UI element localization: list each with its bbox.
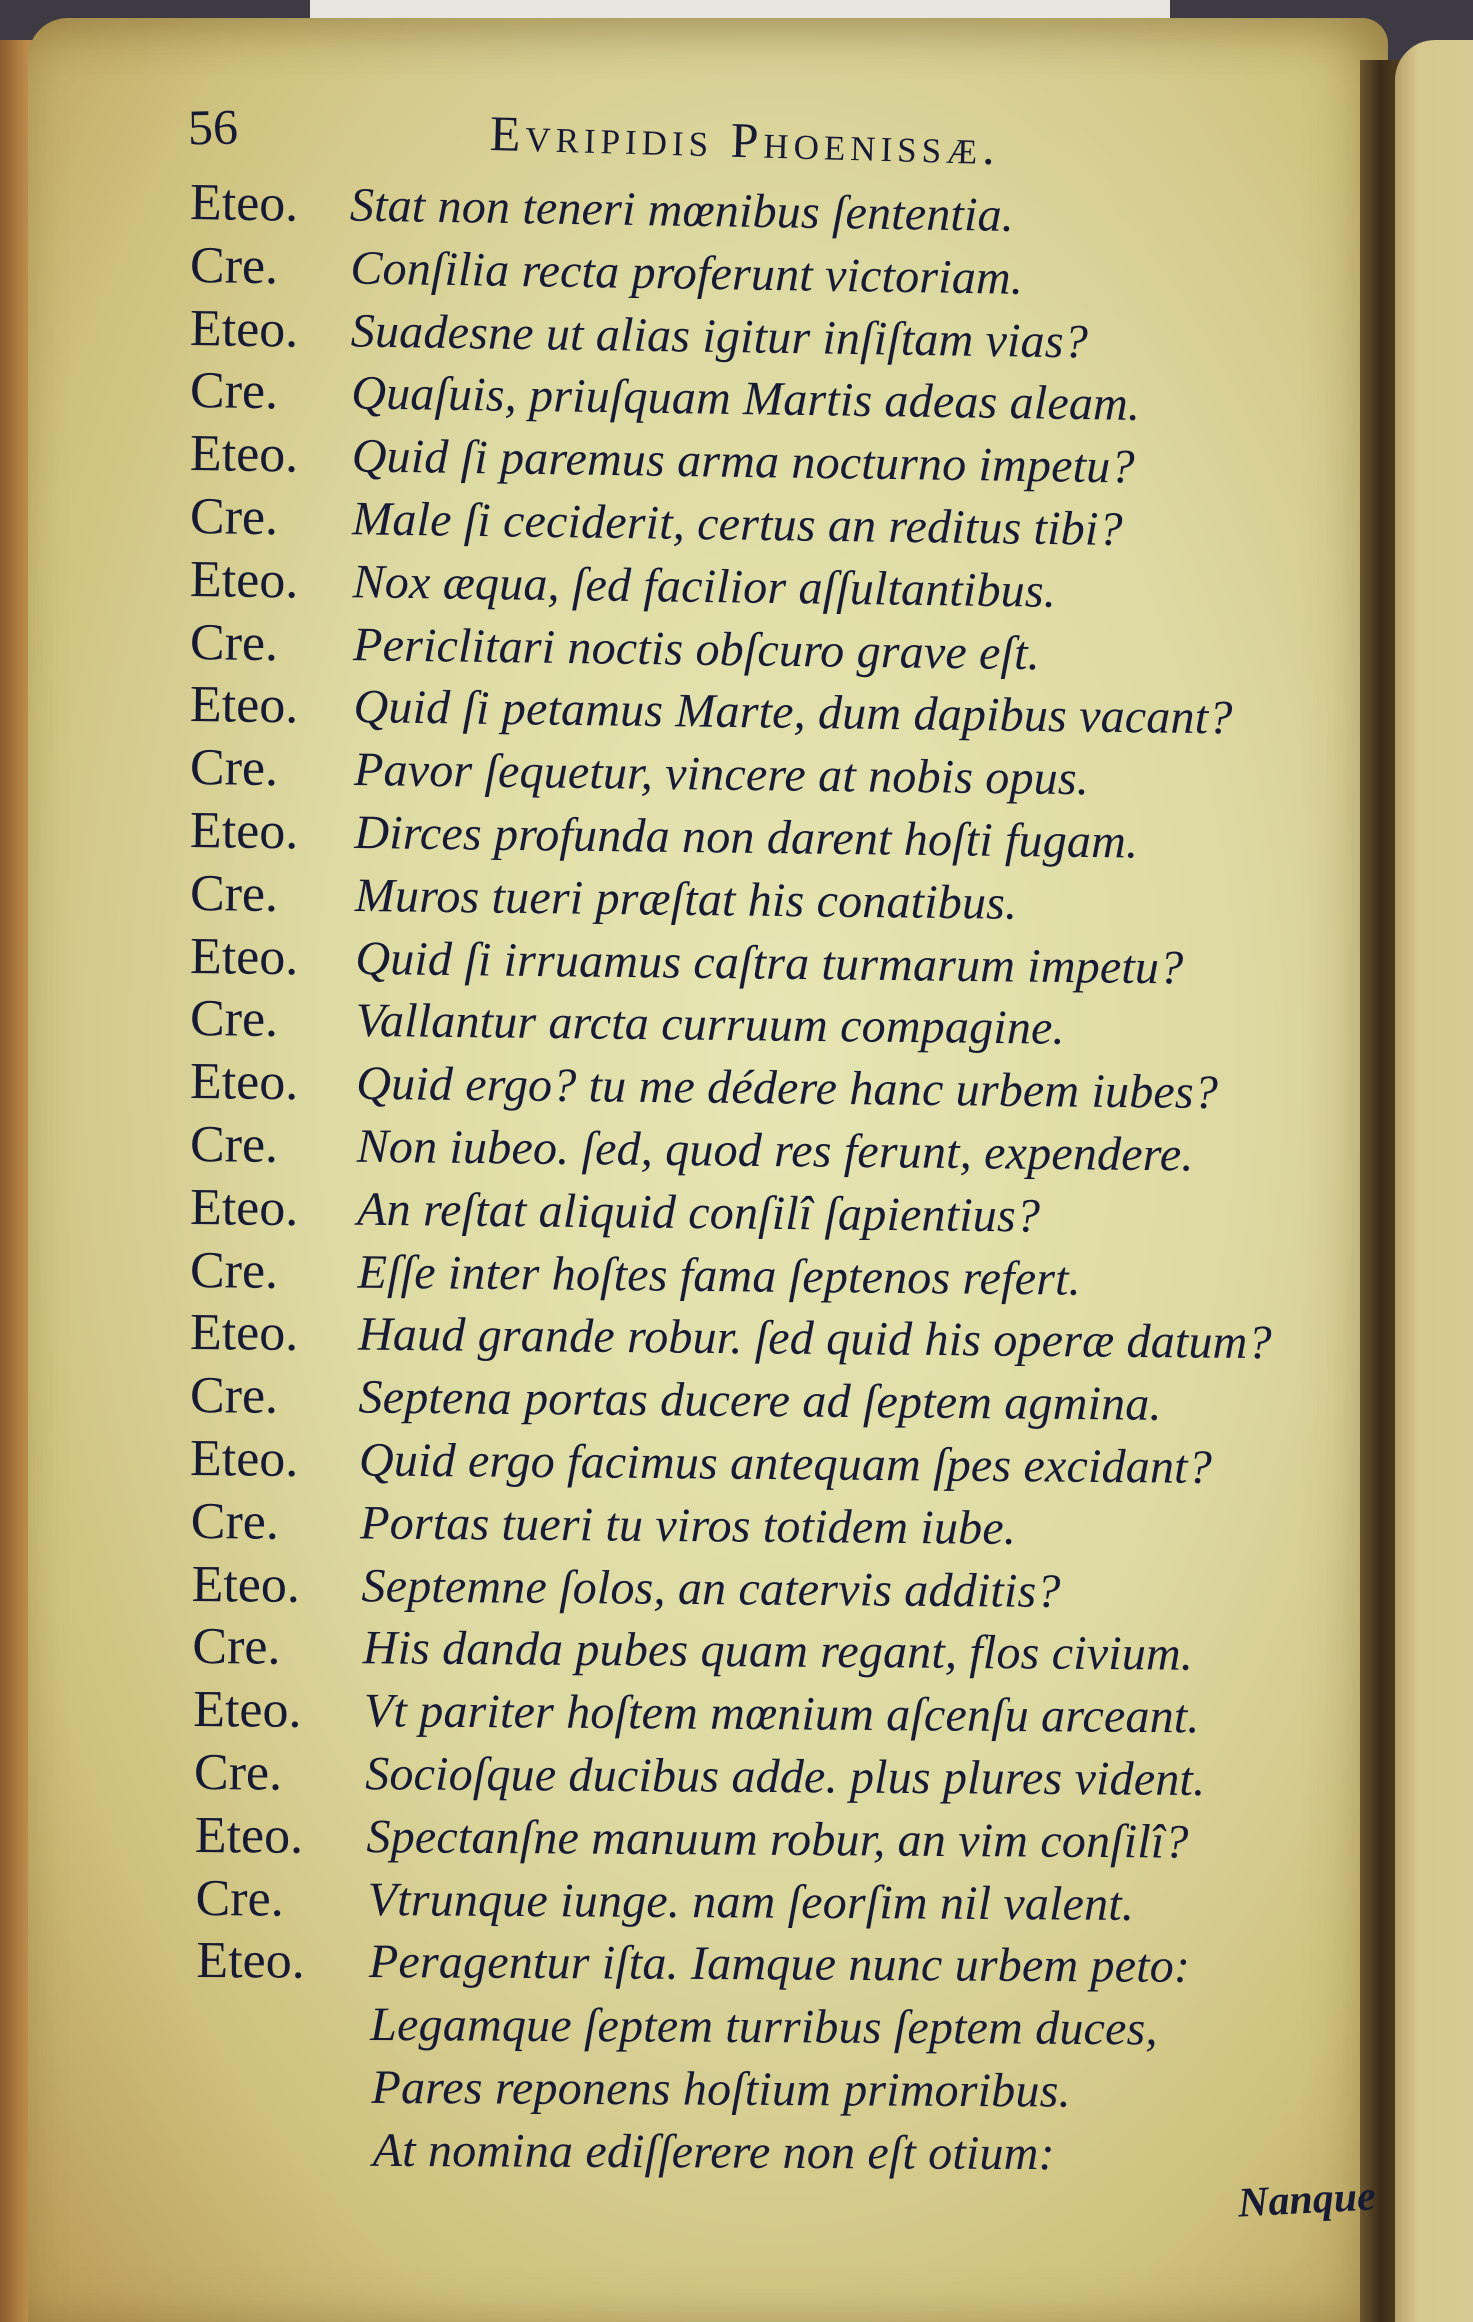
speaker-label: Eteo. <box>189 550 299 610</box>
verse-text: Pavor ſequetur, vincere at nobis opus. <box>353 743 1090 806</box>
dialogue-line <box>199 2119 1359 2187</box>
speaker-label: Cre. <box>189 739 279 798</box>
speaker-label: Eteo. <box>192 1681 302 1739</box>
dialogue-line <box>190 1428 1351 1501</box>
speaker-label: Eteo. <box>189 1304 299 1363</box>
dialogue-line <box>193 1679 1353 1750</box>
verse-text: An reſtat aliquid conſilî ſapientius? <box>356 1182 1041 1243</box>
speaker-label: Eteo. <box>189 927 299 986</box>
speaker-label: Eteo. <box>189 299 299 359</box>
dialogue-line <box>195 1805 1355 1875</box>
verse-text: Quid ſi petamus Marte, dum dapibus vacant? <box>353 680 1233 745</box>
verse-text: Legamque ſeptem turribus ſeptem duces, <box>370 1998 1158 2056</box>
speaker-label: Cre. <box>193 1743 283 1802</box>
speaker-label: Cre. <box>192 1618 281 1677</box>
speaker-label: Cre. <box>189 1115 279 1174</box>
verse-text: Quid ergo? tu me dédere hanc urbem iubes? <box>356 1056 1219 1120</box>
verse-text: Quid ſi paremus arma nocturno impetu? <box>351 429 1136 494</box>
verse-text: Portas tueri tu viros totidem iube. <box>360 1496 1017 1555</box>
verse-text: Quid ſi irruamus caſtra turmarum impetu? <box>355 931 1184 995</box>
verse-text: Male ſi ceciderit, certus an reditus tibi? <box>351 492 1124 557</box>
dialogue-line <box>190 1240 1351 1314</box>
speaker-label: Cre. <box>189 362 279 421</box>
speaker-label: Eteo. <box>189 801 299 861</box>
verse-text: Non iubeo. ſed, quod res ferunt, expendere. <box>356 1119 1194 1182</box>
running-head: Evripidis Phoenissæ. <box>489 105 1001 176</box>
verse-text: Haud grande robur. ſed quid his operæ datum? <box>357 1307 1273 1370</box>
verse-text: Socioſque ducibus adde. plus plures vident. <box>365 1747 1206 1806</box>
speaker-label: Eteo. <box>191 1555 301 1614</box>
dialogue-line <box>198 2056 1358 2125</box>
dialogue-line <box>194 1742 1354 1813</box>
catchword: Nanque <box>1236 2173 1377 2227</box>
verse-text: His danda pubes quam regant, flos civium. <box>362 1621 1194 1682</box>
speaker-label: Cre. <box>189 1367 279 1425</box>
dialogue-line <box>191 1554 1351 1626</box>
verse-text: Vt pariter hoſtem mœnium aſcenſu arceant. <box>363 1684 1200 1744</box>
speaker-label: Eteo. <box>189 1053 299 1112</box>
verse-text: Peragentur iſta. Iamque nunc urbem peto: <box>368 1935 1191 1994</box>
verse-text: Periclitari noctis obſcuro grave eſt. <box>352 617 1041 680</box>
speaker-label: Eteo. <box>189 425 299 484</box>
dialogue-lines <box>190 172 1350 2182</box>
speaker-label: Cre. <box>189 487 279 547</box>
speaker-label: Eteo. <box>189 174 299 233</box>
verse-text: Quaſuis, priuſquam Martis adeas aleam. <box>350 366 1141 432</box>
dialogue-line <box>196 1930 1356 2000</box>
dialogue-line <box>190 1365 1351 1438</box>
speaker-label: Cre. <box>189 613 279 672</box>
verse-text: At nomina ediſſerere non eſt otium: <box>372 2123 1055 2180</box>
speaker-label: Cre. <box>195 1869 284 1928</box>
dialogue-line <box>190 1114 1351 1189</box>
dialogue-line <box>190 1302 1351 1376</box>
verse-text: Quid ergo facimus antequam ſpes excidant? <box>358 1433 1213 1494</box>
speaker-label: Cre. <box>189 1241 279 1300</box>
verse-text: Dirces profunda non darent hoſti fugam. <box>354 805 1139 869</box>
dialogue-line <box>190 1177 1351 1252</box>
verse-text: Stat non teneri mœnibus ſententia. <box>349 178 1015 242</box>
dialogue-line <box>192 1616 1352 1688</box>
verse-text: Septemne ſolos, an catervis additis? <box>361 1558 1061 1618</box>
verse-text: Spectanſne manuum robur, an vim conſilî? <box>366 1809 1189 1869</box>
speaker-label: Cre. <box>189 236 279 296</box>
verse-text: Eſſe inter hoſtes fama ſeptenos refert. <box>357 1245 1082 1306</box>
speaker-label: Cre. <box>190 1492 280 1551</box>
verse-text: Nox æqua, ſed facilior aſſultantibus. <box>352 554 1057 618</box>
verse-text: Vtrunque iunge. nam ſeorſim nil valent. <box>367 1872 1135 1931</box>
verse-text: Conſilia recta proferunt victoriam. <box>350 241 1024 305</box>
dialogue-line <box>197 1993 1357 2062</box>
page-number: 56 <box>187 98 239 156</box>
verse-text: Vallantur arcta curruum compagine. <box>355 994 1066 1056</box>
speaker-label: Eteo. <box>194 1806 304 1865</box>
speaker-label: Cre. <box>189 864 279 923</box>
speaker-label: Eteo. <box>189 1429 299 1488</box>
speaker-label: Cre. <box>189 990 279 1049</box>
speaker-label: Eteo. <box>189 676 299 735</box>
verse-text: Suadesne ut alias igitur inſiſtam vias? <box>350 304 1089 369</box>
verse-text: Muros tueri præſtat his conatibus. <box>354 868 1018 930</box>
verse-text: Septena portas ducere ad ſeptem agmina. <box>358 1370 1162 1431</box>
speaker-label: Eteo. <box>189 1178 299 1237</box>
verse-text: Pares reponens hoſtium primoribus. <box>371 2060 1071 2118</box>
dialogue-line <box>195 1868 1355 1938</box>
speaker-label: Eteo. <box>196 1932 305 1990</box>
dialogue-line <box>191 1491 1351 1564</box>
